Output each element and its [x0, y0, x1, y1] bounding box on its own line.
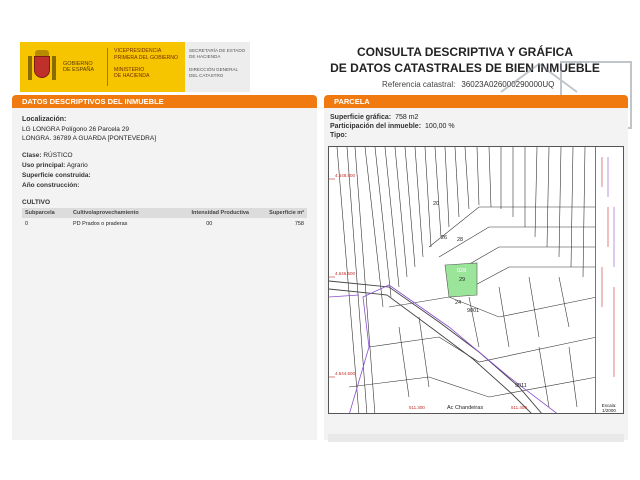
coat-of-arms-icon	[26, 48, 58, 86]
col-intensidad: Intensidad Productiva	[167, 208, 252, 218]
legend-lines-icon	[596, 147, 624, 387]
secretariat-label: SECRETARÍA DE ESTADO DE HACIENDA DIRECCIÓN GENERAL DEL CATASTRO	[185, 42, 250, 92]
gov-yellow-block	[20, 42, 185, 92]
uso-row: Uso principal: Agrario	[22, 162, 88, 169]
section-bar-parcela: PARCELA	[324, 95, 628, 108]
localizacion-line2: LONGRA. 36789 A GUARDA [PONTEVEDRA]	[22, 135, 157, 142]
cultivo-title: CULTIVO	[22, 199, 51, 206]
table-row: 0 PD Prados o praderas 00 758	[25, 221, 304, 227]
col-superficie: Superficie m²	[252, 208, 307, 218]
participacion-row: Participación del inmueble: 100,00 %	[330, 123, 455, 130]
svg-text:4.648.500: 4.648.500	[335, 173, 356, 178]
svg-text:26: 26	[441, 235, 448, 241]
svg-text:24: 24	[455, 300, 462, 306]
svg-text:28: 28	[457, 237, 464, 243]
svg-text:4.646.500: 4.646.500	[335, 271, 356, 276]
localizacion-label: Localización:	[22, 116, 67, 123]
col-subparcela: Subparcela	[22, 208, 70, 218]
cadastral-map[interactable]	[328, 146, 624, 414]
clase-row: Clase: RÚSTICO	[22, 152, 73, 159]
parcela-panel	[324, 108, 628, 440]
svg-text:9001: 9001	[467, 308, 480, 314]
document-title: CONSULTA DESCRIPTIVA Y GRÁFICA DE DATOS CATASTRALES DE BIEN INMUEBLE	[330, 45, 600, 75]
svg-text:511.400: 511.400	[511, 405, 527, 410]
ministry-label: VICEPRESIDENCIA PRIMERA DEL GOBIERNO MINISTERIO DE HACIENDA	[114, 48, 179, 80]
svg-text:Ac Chandeiras: Ac Chandeiras	[447, 405, 484, 411]
table-header-row	[22, 208, 307, 218]
col-cultivo: Cultivo/aprovechamiento	[70, 208, 167, 218]
svg-text:9011: 9011	[515, 383, 527, 389]
svg-text:29: 29	[459, 277, 466, 283]
gov-label: GOBIERNO DE ESPAÑA	[63, 60, 95, 73]
svg-text:20: 20	[433, 201, 440, 207]
section-bar-descriptive: DATOS DESCRIPTIVOS DEL INMUEBLE	[12, 95, 317, 108]
footer-strip	[328, 434, 624, 442]
svg-text:511.300: 511.300	[409, 405, 425, 410]
descriptive-panel	[12, 108, 317, 440]
tipo-row: Tipo:	[330, 132, 347, 139]
parcel-map-drawing	[329, 147, 597, 414]
superficie-row: Superficie construida:	[22, 172, 91, 179]
government-header	[20, 42, 250, 92]
svg-text:4.644.500: 4.644.500	[335, 371, 356, 376]
superficie-grafica-row: Superficie gráfica: 758 m2	[330, 114, 419, 121]
map-scale: Escala: 1/2000	[601, 403, 617, 413]
map-legend-strip	[595, 147, 623, 414]
cultivo-table	[22, 208, 307, 230]
localizacion-line1: LG LONGRA Polígono 26 Parcela 29	[22, 126, 129, 133]
cadastral-reference: Referencia catastral: 36023A026000290000UQ	[382, 80, 555, 89]
anio-row: Año construcción:	[22, 182, 80, 189]
svg-text:028: 028	[457, 268, 467, 274]
